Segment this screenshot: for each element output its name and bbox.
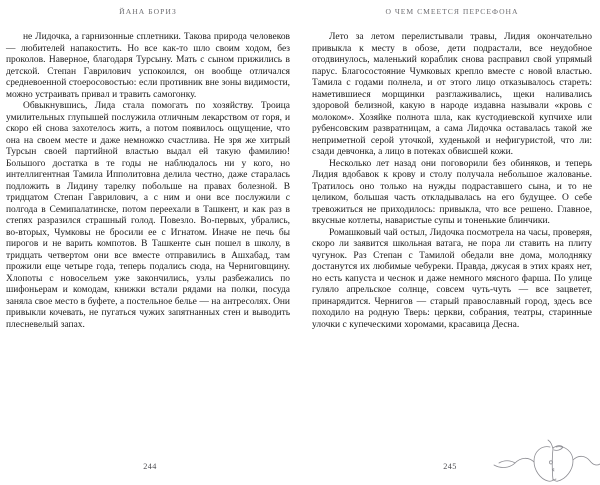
page-right [300,0,600,485]
paragraph: Обвыкнувшись, Лида стала помогать по хозяйству. Троица умилительных глупышей послужила отличным лекарством от горя, и скоро ей снова захотелось жить, а потом появилось ощущение, что она на своем месте и даже немножко счастлива. Не зря же хитрый Турсын своей партийной властью выдал ей такую фамилию! Большого достатка в те годы не наблюдалось ни у кого, но интеллигентная Тамила Ипполитовна делила честно, даже старалась подложить в Лидину тарелку побольше на правах болезной. В тридцатом Степан Гаврилович, а с ним и они все послужили с полгода в Семипалатинске, потом переехали в Ташкент, и как раз в степях разразился страшный голод. Повезло. Во-первых, убрались, во-вторых, Чумковы не бросили ее с Игнатом. Иначе не печь бы пирогов и не варить компотов. В Ташкенте сын пошел в школу, в тридцать четвертом они все вместе отправились в Ашхабад, там прожили еще четыре года, теперь подались сюда, на Черниговщину. Хлопоты с новосельем уже закончились, узлы разбежались по шифоньерам и комодам, книжки встали рядами на полки, посуда заняла свое место в буфете, а постельное белье — на антресолях. Они привыкли кочевать, не пугаться чужих запятнанных стен и выводить плесневелый запах. [6,101,290,330]
paragraph: Лето за летом перелистывали травы, Лидия окончательно привыкла к месту в обозе, дети подрастали, все неудобное отодвинулось, маленький кораблик снова расправил свой упрямый парус. Благосостояние Чумковых крепло вместе с новой властью. Тамила с годами полнела, и от этого лицо отказывалось стареть: наметившиеся морщинки разглаживались, щеки наливались здоровой белизной, какую в народе издавна называли «кровь с молоком». Хозяйке полнота шла, как кустодиевской купчихе или рубенсовским развратницам, а сама Лидочка оставалась такой же неприметной серой уточкой, худенькой и нефигуристой, что ли: сзади девчонка, а лицо в потеках обвисшей кожи. [312,32,592,158]
page-number-right: 245 [443,462,457,471]
paragraph: Ромашковый чай остыл, Лидочка посмотрела на часы, проверяя, скоро ли заявится школьная ватага, не пора ли ставить на плиту чугунок. Раз Степан с Тамилой обедали вне дома, молодняку достанутся их любимые чебуреки. Правда, джусая в этих краях нет, но есть капуста и чеснок и даже немного мясного фарша. По улице гуляло апрельское солнце, совсем чуть-чуть — все зацветет, принарядится. Чернигов — старый православный город, здесь все походило на родную Тверь: церкви, собрания, театры, старинные улочки с купеческими хоромами, красавица Десна. [312,227,592,330]
body-text-right [312,18,592,331]
running-head-left: ЙАНА БОРИЗ [119,7,177,16]
paragraph: не Лидочка, а гарнизонные сплетники. Такова природа человеков — любителей напакостить. Но все как-то шло своим ходом, без проколов. Наверное, благодаря Турсыну. Мать с сыном прижились в детской. Степан Гаврилович успокоился, он вообще отличался средневоенной стоеросовостью: если противник вне зоны видимости, можно устраивать привал и травить самогонку. [6,32,290,100]
apple-line-ornament-graphic [488,437,600,485]
paragraph: Несколько лет назад они поговорили без обиняков, и теперь Лидия вдобавок к крову и столу получала небольшое жалованье. Тратилось оно только на нужды подраставшего сына, и то не целиком, большая часть откладывалась на его будущее. О себе тревожиться не приходилось: привыкла, что все решено. Главное, вкусные котлеты, наваристые супы и тоненькие блинчики. [312,158,592,227]
body-text-left [6,18,290,331]
running-head-right: О ЧЕМ СМЕЕТСЯ ПЕРСЕФОНА [385,7,519,16]
page-number-left: 244 [143,462,157,471]
apple-line-ornament [488,437,600,485]
